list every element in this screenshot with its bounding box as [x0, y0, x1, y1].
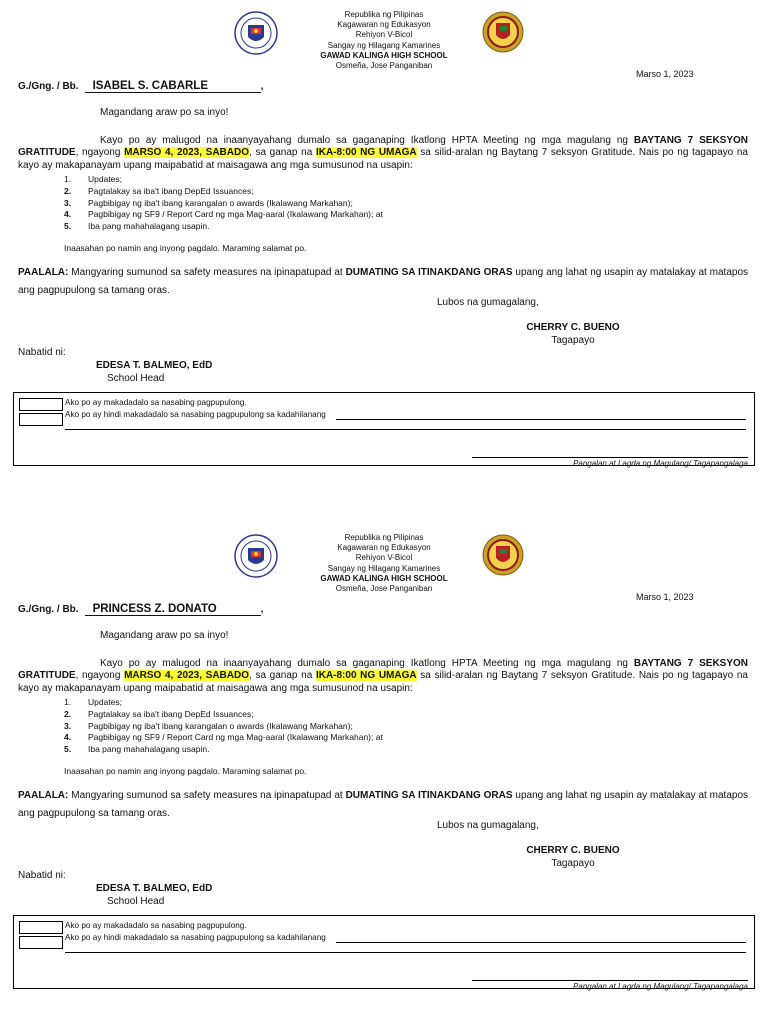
letterhead: Republika ng Pilipinas Kagawaran ng Edukasyon Rehiyon V-Bicol Sangay ng Hilagang Kamarines GAWAD KALINGA HIGH SCHOOL Osmeña, Jose Panganiban	[320, 10, 448, 71]
invitation-letter-1	[0, 0, 768, 500]
list-item: 1. Updates;	[64, 697, 123, 707]
list-item: 4. Pagbibigay ng SF9 / Report Card ng mga Mag-aaral (Ikalawang Markahan); at	[64, 732, 383, 743]
meeting-date-highlight: MARSO 4, 2023, SABADO	[124, 670, 249, 682]
school-seal-icon	[482, 534, 524, 576]
list-item: 5. Iba pang mahahalagang usapin.	[64, 744, 210, 755]
reply-slip	[13, 392, 755, 466]
expectation-note: Inaasahan po namin ang inyong pagdalo. Maraming salamat po.	[64, 243, 307, 253]
salutation: G./Gng. / Bb. PRINCESS Z. DONATO ,	[18, 603, 264, 615]
recipient-name: PRINCESS Z. DONATO	[85, 603, 261, 616]
adviser-signature-block: CHERRY C. BUENO Tagapayo	[526, 845, 620, 869]
reason-line-2[interactable]	[65, 429, 746, 430]
salutation: G./Gng. / Bb. ISABEL S. CABARLE ,	[18, 80, 264, 92]
letter-date: Marso 1, 2023	[636, 69, 694, 79]
recipient-name: ISABEL S. CABARLE	[85, 80, 261, 93]
not-attend-checkbox[interactable]	[19, 413, 63, 426]
list-item: 5. Iba pang mahahalagang usapin.	[64, 221, 210, 232]
signature-caption: Pangalan at Lagda ng Magulang/ Tagapangalaga	[573, 982, 748, 991]
signature-line[interactable]	[472, 980, 748, 981]
signature-line[interactable]	[472, 457, 748, 458]
list-item: 3. Pagbibigay ng iba't ibang karangalan o awards (Ikalawang Markahan);	[64, 720, 353, 731]
agenda-list	[64, 174, 383, 233]
reply-slip	[13, 915, 755, 989]
closing: Lubos na gumagalang,	[437, 297, 539, 308]
deped-seal-icon	[234, 11, 278, 55]
attend-label: Ako po ay makadadalo sa nasabing pagpupulong.	[65, 398, 247, 407]
meeting-date-highlight: MARSO 4, 2023, SABADO	[124, 147, 249, 159]
attend-checkbox[interactable]	[19, 398, 63, 411]
closing: Lubos na gumagalang,	[437, 820, 539, 831]
noted-by-label: Nabatid ni:	[18, 347, 66, 358]
reason-line-2[interactable]	[65, 952, 746, 953]
letter-date: Marso 1, 2023	[636, 592, 694, 602]
list-item: 3. Pagbibigay ng iba't ibang karangalan o awards (Ikalawang Markahan);	[64, 197, 353, 208]
noted-by-label: Nabatid ni:	[18, 870, 66, 881]
not-attend-checkbox[interactable]	[19, 936, 63, 949]
attend-checkbox[interactable]	[19, 921, 63, 934]
meeting-time-highlight: IKA-8:00 NG UMAGA	[315, 670, 417, 682]
reminder-paragraph: PAALALA: Mangyaring sumunod sa safety measures na ipinapatupad at DUMATING SA ITINAKDANG ORAS upang ang lahat ng usapin ay matalakay at matapos ang pagpupulong sa tamang oras.	[18, 267, 749, 296]
reason-line[interactable]	[336, 942, 746, 943]
agenda-list	[64, 697, 383, 756]
reminder-paragraph: PAALALA: Mangyaring sumunod sa safety measures na ipinapatupad at DUMATING SA ITINAKDANG ORAS upang ang lahat ng usapin ay matalakay at matapos ang pagpupulong sa tamang oras.	[18, 790, 749, 819]
list-item: 1. Updates;	[64, 174, 123, 184]
adviser-signature-block: CHERRY C. BUENO Tagapayo	[526, 322, 620, 346]
list-item: 4. Pagbibigay ng SF9 / Report Card ng mga Mag-aaral (Ikalawang Markahan); at	[64, 209, 383, 220]
invitation-letter-2	[0, 523, 768, 1023]
letterhead: Republika ng Pilipinas Kagawaran ng Edukasyon Rehiyon V-Bicol Sangay ng Hilagang Kamarines GAWAD KALINGA HIGH SCHOOL Osmeña, Jose Panganiban	[320, 533, 448, 594]
letter-body: Kayo po ay malugod na inaanyayahang dumalo sa gaganaping Ikatlong HPTA Meeting ng mga magulang ng BAYTANG 7 SEKSYON GRATITUDE, ngayong MARSO 4, 2023, SABADO, sa ganap na IKA-8:00 NG UMAGA sa silid-aralan ng Baytang 7 seksyon Gratitude. Nais po ng tagapayo na kayo ay makapanayam upang maipabatid at maisagawa ang mga sumusunod na usapin:	[18, 135, 749, 171]
greeting: Magandang araw po sa inyo!	[100, 107, 229, 118]
list-item: 2. Pagtalakay sa iba't ibang DepEd Issuances;	[64, 708, 254, 719]
school-head-block: EDESA T. BALMEO, EdD School Head	[96, 360, 213, 384]
greeting: Magandang araw po sa inyo!	[100, 630, 229, 641]
signature-caption: Pangalan at Lagda ng Magulang/ Tagapangalaga	[573, 459, 748, 468]
letter-body: Kayo po ay malugod na inaanyayahang dumalo sa gaganaping Ikatlong HPTA Meeting ng mga magulang ng BAYTANG 7 SEKSYON GRATITUDE, ngayong MARSO 4, 2023, SABADO, sa ganap na IKA-8:00 NG UMAGA sa silid-aralan ng Baytang 7 seksyon Gratitude. Nais po ng tagapayo na kayo ay makapanayam upang maipabatid at maisagawa ang mga sumusunod na usapin:	[18, 658, 749, 694]
meeting-time-highlight: IKA-8:00 NG UMAGA	[315, 147, 417, 159]
attend-label: Ako po ay makadadalo sa nasabing pagpupulong.	[65, 921, 247, 930]
list-item: 2. Pagtalakay sa iba't ibang DepEd Issuances;	[64, 185, 254, 196]
deped-seal-icon	[234, 534, 278, 578]
school-seal-icon	[482, 11, 524, 53]
not-attend-label: Ako po ay hindi makadadalo sa nasabing pagpupulong sa kadahilanang	[65, 410, 326, 419]
expectation-note: Inaasahan po namin ang inyong pagdalo. Maraming salamat po.	[64, 766, 307, 776]
not-attend-label: Ako po ay hindi makadadalo sa nasabing pagpupulong sa kadahilanang	[65, 933, 326, 942]
reason-line[interactable]	[336, 419, 746, 420]
school-head-block: EDESA T. BALMEO, EdD School Head	[96, 883, 213, 907]
